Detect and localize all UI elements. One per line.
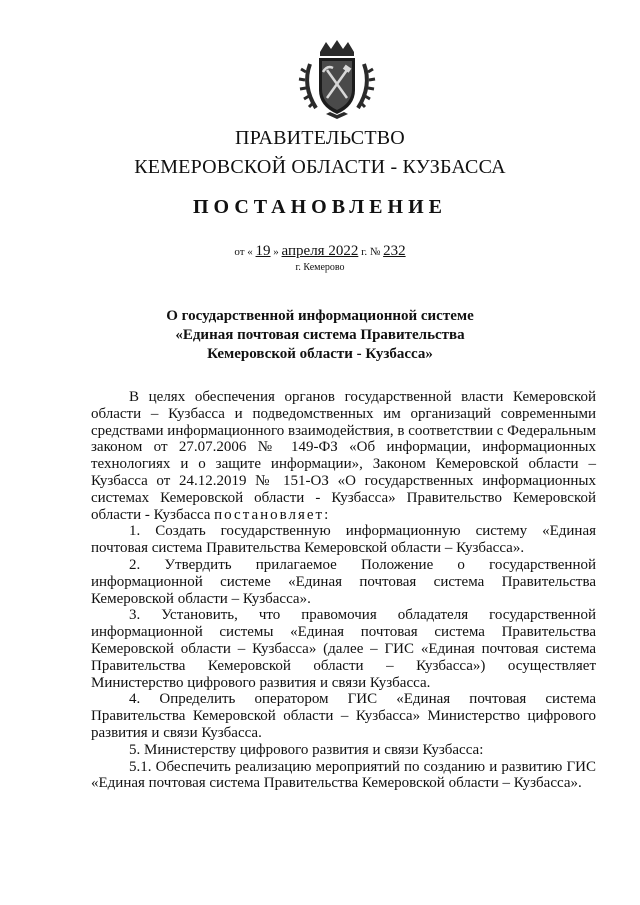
decree-body	[91, 389, 596, 792]
date-month-year: апреля 2022	[281, 243, 359, 259]
clause-5-1: 5.1. Обеспечить реализацию мероприятий по созданию и развитию ГИС «Единая почтовая система Правительства Кемеровской области – Кузбасса».	[91, 758, 596, 792]
heading-line-3: Кемеровской области - Кузбасса»	[207, 346, 433, 362]
date-from-label: от «	[234, 246, 253, 258]
preamble-text: В целях обеспечения органов государственной власти Кемеровской области – Кузбасса и подведомственных им организаций современными средствами информационного взаимодействия, в соответствии с Федеральным законом от 27.07.2006 № 149-ФЗ «Об информации, информационных технологиях и о защите информации», Законом Кемеровской области – Кузбасса от 24.12.2019 № 151-ОЗ «О государственных информационных системах Кемеровской области - Кузбасса» Правительство Кемеровской области - Кузбасса	[91, 389, 596, 523]
clause-4: 4. Определить оператором ГИС «Единая почтовая система Правительства Кемеровской области – Кузбасса» Министерство цифрового развития и связи Кузбасса.	[91, 691, 596, 741]
heading-line-1: О государственной информационной системе	[166, 308, 474, 324]
date-close-quote: »	[273, 246, 279, 258]
government-name-line1: ПРАВИТЕЛЬСТВО	[235, 127, 405, 149]
decree-number: 232	[383, 243, 406, 259]
date-year-number-label: г. №	[361, 246, 381, 258]
heading-line-2: «Единая почтовая система Правительства	[175, 327, 465, 343]
decree-heading	[0, 307, 640, 364]
clause-1: 1. Создать государственную информационную систему «Единая почтовая система Правительства Кемеровской области – Кузбасса».	[91, 523, 596, 557]
preamble-paragraph	[91, 389, 596, 523]
clause-2: 2. Утвердить прилагаемое Положение о государственной информационной системе «Единая почтовая система Правительства Кемеровской области – Кузбасса».	[91, 556, 596, 607]
government-name-line2: КЕМЕРОВСКОЙ ОБЛАСТИ - КУЗБАССА	[134, 156, 506, 178]
decree-city: г. Кемерово	[295, 262, 345, 273]
clause-3: 3. Установить, что правомочия обладателя государственной информационной системы «Единая почтовая система Правительства Кемеровской области – Кузбасса» (далее – ГИС «Единая почтовая система Правительства Кемеровской области – Кузбасса») осуществляет Министерство цифрового развития и связи Кузбасса.	[91, 607, 596, 691]
coat-of-arms-icon	[296, 38, 378, 120]
resolves-word: постановляет:	[214, 506, 331, 523]
date-day: 19	[255, 243, 271, 259]
clause-5: 5. Министерству цифрового развития и связи Кузбасса:	[129, 741, 484, 758]
decree-dateline	[0, 243, 640, 260]
decree-title: ПОСТАНОВЛЕНИЕ	[193, 196, 447, 218]
